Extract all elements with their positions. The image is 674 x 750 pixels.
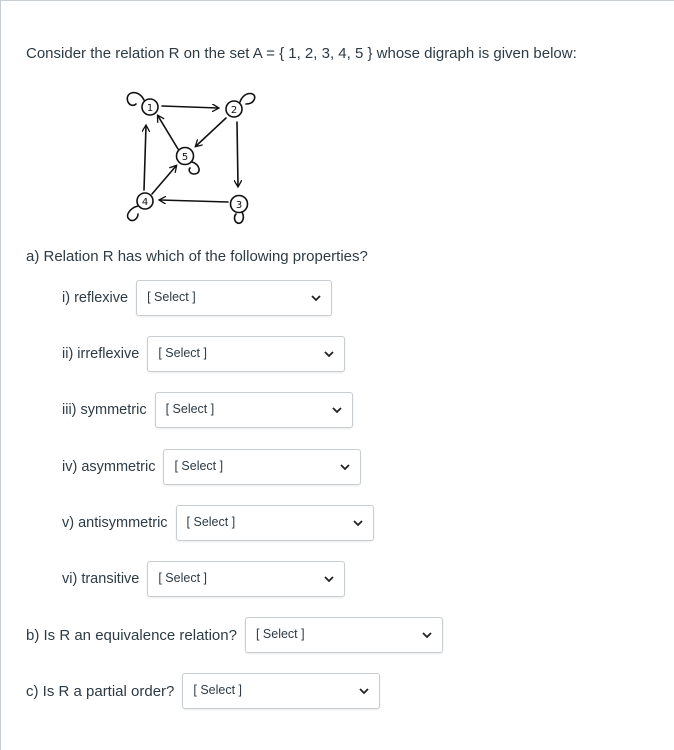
equivalence-select-value: [ Select ] xyxy=(255,627,305,641)
chevron-down-icon xyxy=(340,464,350,471)
transitive-row xyxy=(62,561,345,597)
irreflexive-select[interactable] xyxy=(147,336,345,372)
antisymmetric-label: v) antisymmetric xyxy=(62,515,168,531)
asymmetric-label: iv) asymmetric xyxy=(62,459,156,475)
chevron-down-icon xyxy=(332,407,342,414)
node-3-label: 3 xyxy=(235,200,243,211)
edge-3-4 xyxy=(160,200,228,202)
node-2-label: 2 xyxy=(230,105,238,116)
irreflexive-row xyxy=(62,336,345,372)
asymmetric-select[interactable] xyxy=(163,449,361,485)
edge-2-3 xyxy=(237,122,238,186)
chevron-down-icon xyxy=(359,688,369,695)
symmetric-select[interactable] xyxy=(155,392,353,428)
loop-4 xyxy=(128,206,138,221)
chevron-down-icon xyxy=(324,351,334,358)
equivalence-row xyxy=(26,617,443,653)
partial-order-select[interactable] xyxy=(182,673,380,709)
edge-5-1 xyxy=(158,116,178,149)
loop-1 xyxy=(127,93,144,106)
partial-order-row xyxy=(26,673,380,709)
equivalence-select[interactable] xyxy=(245,617,443,653)
asymmetric-select-value: [ Select ] xyxy=(174,459,224,473)
transitive-select[interactable] xyxy=(147,561,345,597)
irreflexive-label: ii) irreflexive xyxy=(62,346,140,362)
reflexive-select[interactable] xyxy=(136,280,332,316)
relation-digraph xyxy=(108,84,268,230)
chevron-down-icon xyxy=(324,576,334,583)
node-1-label: 1 xyxy=(146,103,154,114)
loop-3 xyxy=(235,212,244,223)
content-border-top xyxy=(0,0,674,6)
question-intro: Consider the relation R on the set A = { 1, 2, 3, 4, 5 } whose digraph is given below: xyxy=(26,45,577,62)
edge-4-5 xyxy=(152,166,176,194)
irreflexive-select-value: [ Select ] xyxy=(158,346,207,360)
partial-order-label: c) Is R a partial order? xyxy=(26,682,175,700)
chevron-down-icon xyxy=(353,520,363,527)
antisymmetric-select-value: [ Select ] xyxy=(186,515,236,529)
symmetric-select-value: [ Select ] xyxy=(165,402,215,416)
transitive-label: vi) transitive xyxy=(62,571,140,587)
chevron-down-icon xyxy=(311,295,321,302)
equivalence-label: b) Is R an equivalence relation? xyxy=(26,626,237,644)
reflexive-label: i) reflexive xyxy=(62,290,129,306)
symmetric-row xyxy=(62,392,353,428)
partial-order-select-value: [ Select ] xyxy=(193,683,243,697)
content-border-left xyxy=(0,0,1,750)
asymmetric-row xyxy=(62,449,361,485)
loop-5 xyxy=(189,162,199,174)
edge-4-1 xyxy=(144,126,146,190)
edge-1-2 xyxy=(162,106,218,108)
symmetric-label: iii) symmetric xyxy=(62,402,147,418)
node-4-label: 4 xyxy=(141,197,149,208)
loop-2 xyxy=(240,94,255,105)
antisymmetric-row xyxy=(62,505,374,541)
node-5-label: 5 xyxy=(181,152,189,163)
antisymmetric-select[interactable] xyxy=(176,505,374,541)
edge-2-5 xyxy=(196,118,226,146)
part-a-prompt: a) Relation R has which of the following properties? xyxy=(26,248,368,265)
chevron-down-icon xyxy=(422,632,432,639)
transitive-select-value: [ Select ] xyxy=(158,571,207,585)
reflexive-row xyxy=(62,280,332,316)
reflexive-select-value: [ Select ] xyxy=(147,290,196,304)
